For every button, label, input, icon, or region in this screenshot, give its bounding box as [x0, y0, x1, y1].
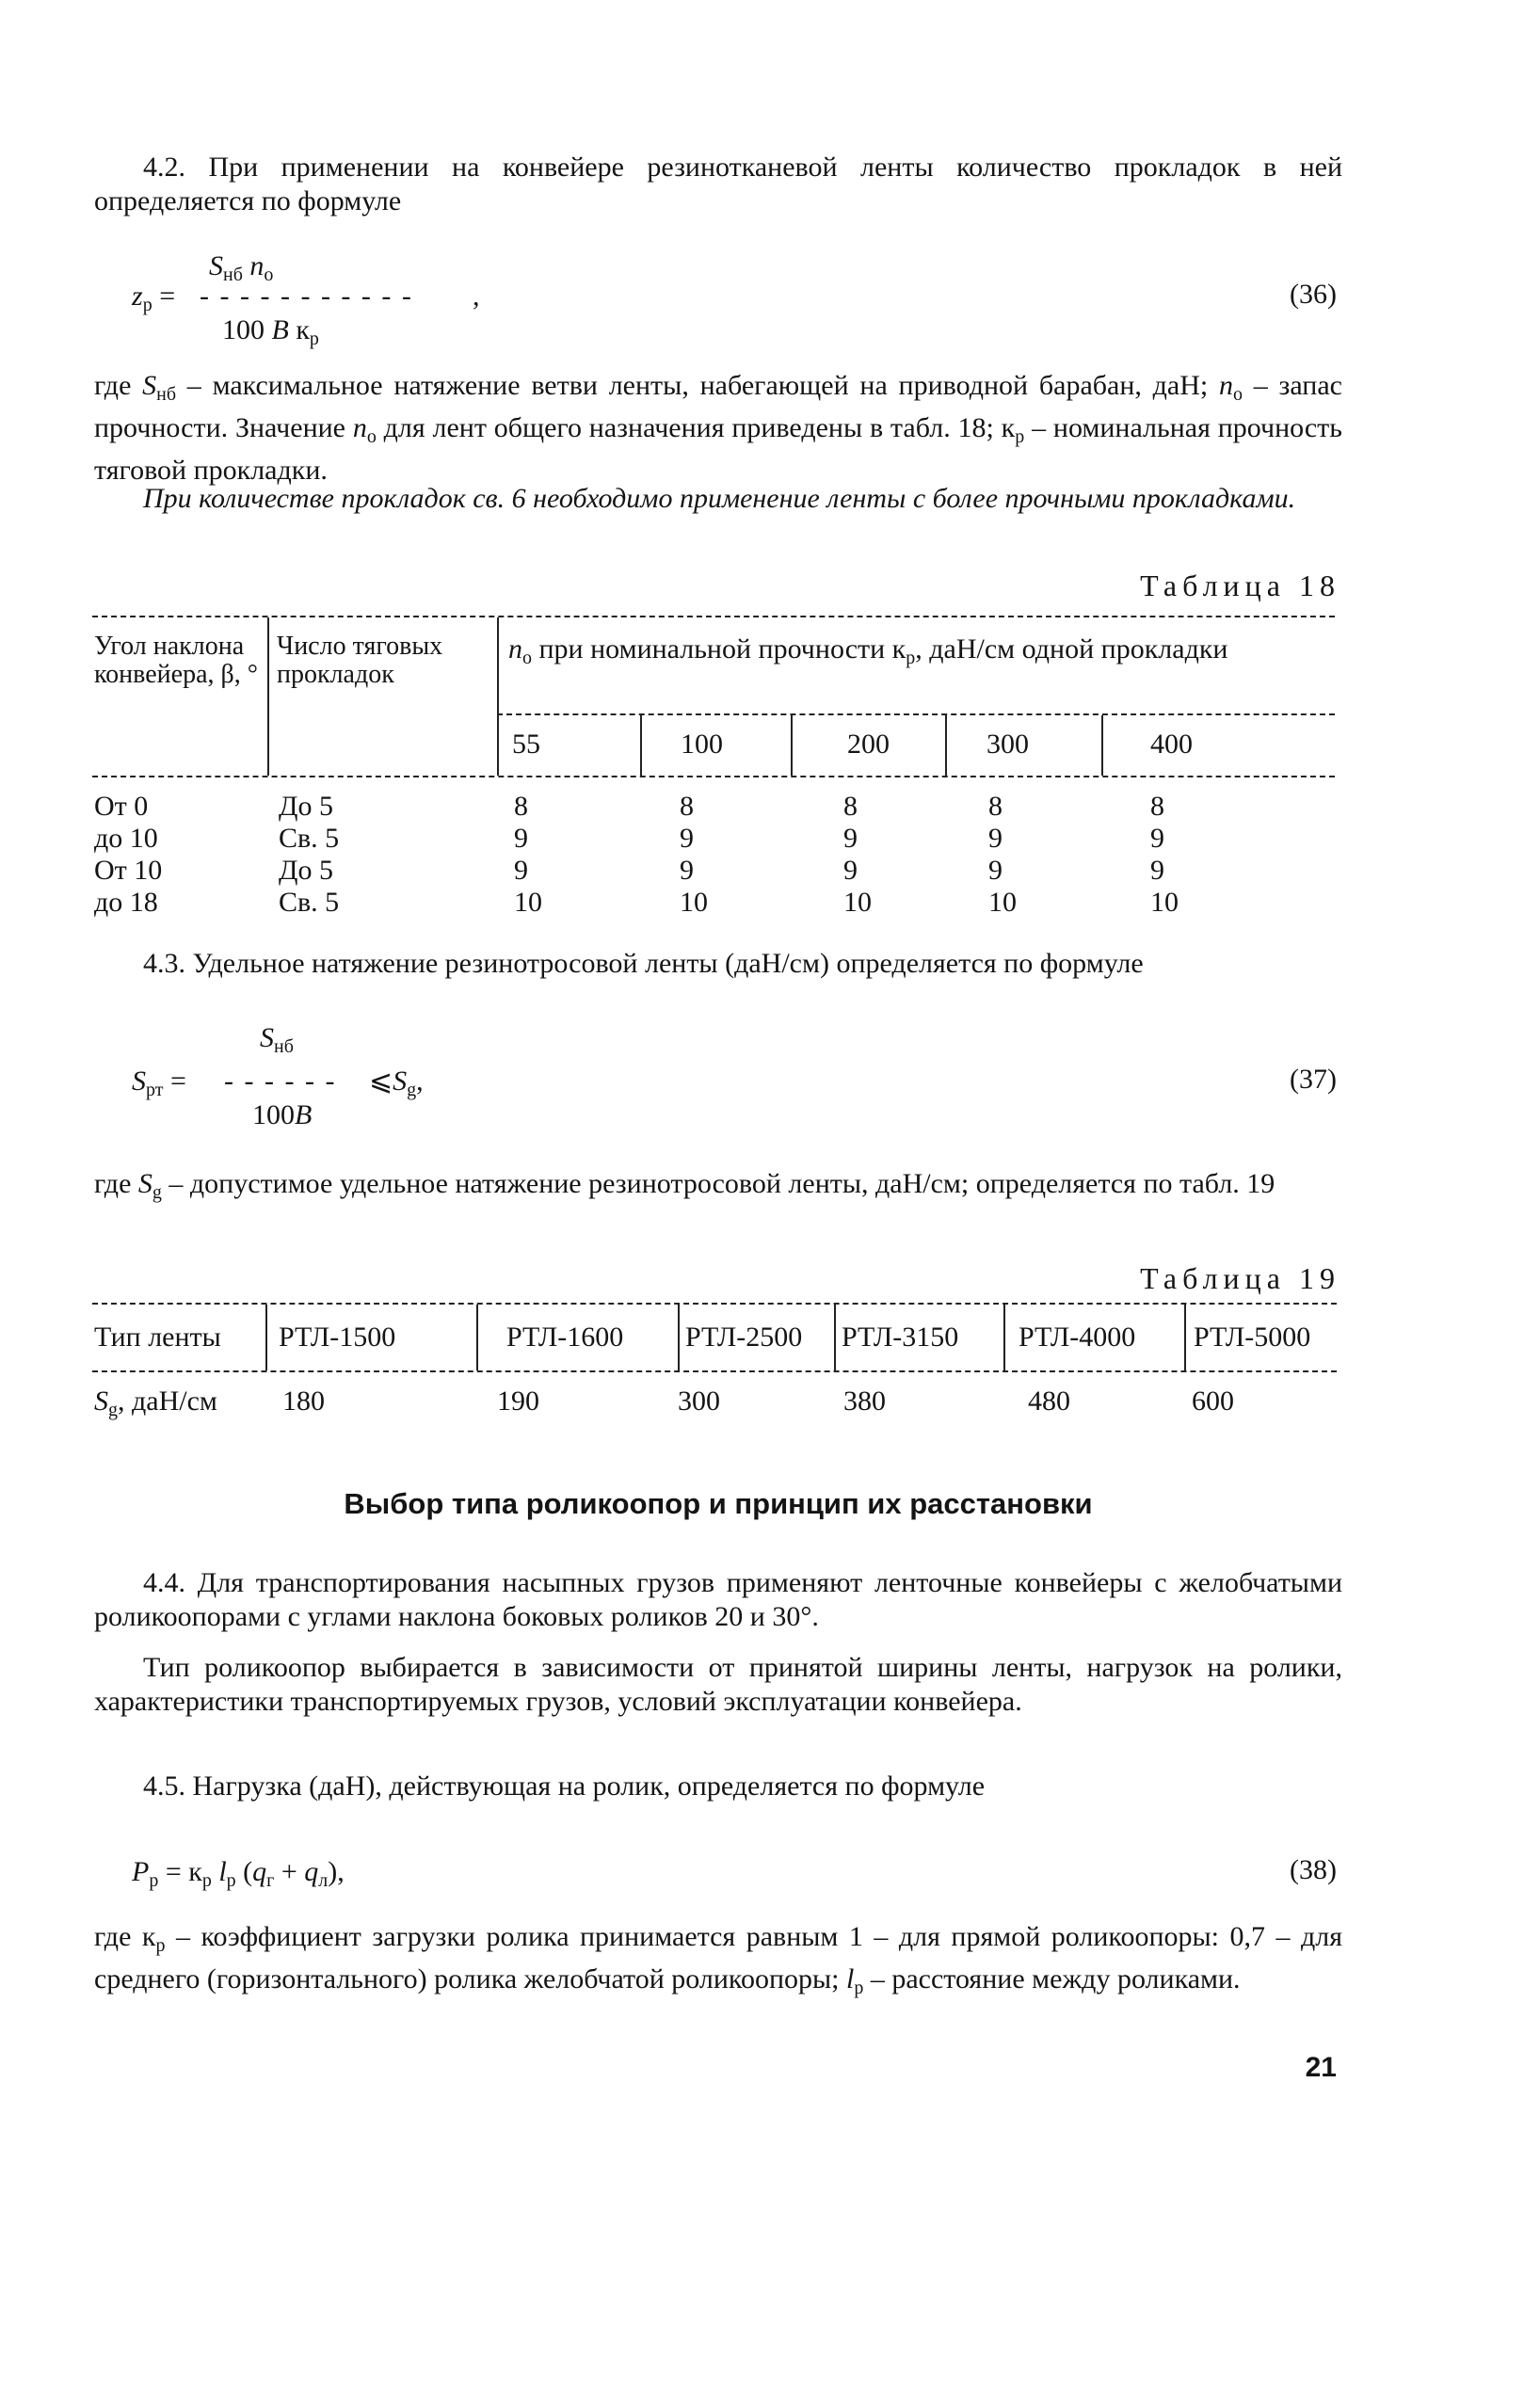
explanation-36: где $S_{нб}$ – максимальное натяжение ветви ленты, набегающей на приводной барабан, даН; $n_о$ – запас прочности. Значение $n_о$ для лент общего назначения приведены в табл. 18; $к_р$ – номинальная прочность тяговой прокладки. — [94, 370, 1342, 486]
section-heading: Выбор типа роликоопор и принцип их расстановки — [344, 1487, 1093, 1520]
formula-36 — [132, 226, 1337, 348]
formula-38 — [132, 1852, 1337, 1894]
table-18-strength-100: 100 — [681, 729, 723, 760]
formula-37-lhs: $S_{рт}$ = — [132, 1065, 186, 1100]
formula-36-eq: = — [159, 280, 176, 312]
table-19-type: РТЛ-3150 — [842, 1322, 959, 1353]
paragraph-roller-type: Тип роликоопор выбирается в зависимости от принятой ширины ленты, нагрузок на ролики, характеристики транспортируемых грузов, условий эксплуатации конвейера. — [94, 1652, 1342, 1717]
table-18-header-strength: $n_о$ при номинальной прочности $к_р$, даН/см одной прокладки — [508, 633, 1228, 668]
table-18-strength-200: 200 — [847, 729, 890, 760]
table-18-divider — [267, 617, 269, 776]
table-19-divider — [1003, 1305, 1005, 1370]
table-18-divider — [791, 715, 793, 776]
formula-37-rhs: $⩽S_g$, — [369, 1065, 424, 1100]
formula-36-s-sub: нб — [223, 264, 243, 285]
table-19-type: РТЛ-5000 — [1194, 1322, 1311, 1353]
formula-36-k-sub: р — [309, 328, 319, 349]
paragraph-4-4: 4.4. Для транспортирования насыпных грузов применяют ленточные конвейеры с желобчатыми роликоопорами с углами наклона боковых роликов 20 и 30°. — [94, 1567, 1342, 1632]
table-18-strength-400: 400 — [1150, 729, 1193, 760]
paragraph-4-3: 4.3. Удельное натяжение резинотросовой ленты (даН/см) определяется по формуле — [143, 948, 1144, 979]
formula-36-100: 100 — [222, 314, 265, 345]
table-18-caption: Таблица 18 — [1140, 569, 1340, 602]
table-19-value-label: $S_g$, даН/см — [94, 1386, 217, 1420]
formula-37-denominator: 100B — [252, 1099, 313, 1130]
formula-36-k: к — [296, 314, 310, 345]
table-18-header-angle: Угол наклона конвейера, β, ° — [94, 632, 258, 689]
formula-37 — [132, 1022, 1337, 1145]
formula-38-expression: $P_р = к_р$ $l_р$ $(q_г + q_л)$, — [132, 1856, 345, 1891]
formula-36-z: z — [132, 280, 143, 312]
formula-36-denominator — [222, 314, 319, 355]
formula-36-n-sub: о — [264, 264, 274, 285]
table-19-row-label: Тип ленты — [94, 1322, 221, 1353]
table-19-type: РТЛ-4000 — [1019, 1322, 1136, 1353]
table-18-header-plies: Число тяговых прокладок — [277, 632, 443, 689]
table-18: Угол наклона конвейера, β, ° Число тяговых прокладок $n_о$ при номинальной прочности $к_р$, даН/см одной прокладки 55 100 200 300 400 От 0 До 5 8 8 8 8 8 до 10 Св. 5 9 9 9 9 9 От 10 До 5 9 9 9 9 9 до 18 Св. 5 10 10 10 10 10 — [92, 612, 1335, 922]
note-paragraph: При количестве прокладок св. 6 необходимо применение ленты с более прочными прокладками. — [143, 483, 1296, 514]
table-19-divider — [476, 1305, 478, 1370]
table-19-divider — [265, 1305, 267, 1370]
table-19-type: РТЛ-1600 — [506, 1322, 624, 1353]
explanation-37: где $S_g$ – допустимое удельное натяжение резинотросовой ленты, даН/см; определяется по табл. 19 — [94, 1168, 1275, 1203]
table-18-header-rule — [92, 776, 1335, 777]
table-19-type: РТЛ-1500 — [279, 1322, 396, 1353]
paragraph-4-5: 4.5. Нагрузка (даН), действующая на ролик, определяется по формуле — [143, 1770, 986, 1802]
formula-36-comma: , — [473, 280, 480, 312]
table-18-top-rule — [92, 616, 1335, 617]
table-19-header-rule — [92, 1370, 1337, 1372]
table-18-divider — [497, 617, 499, 776]
formula-36-n: n — [249, 250, 265, 281]
page-number: 21 — [1305, 2052, 1337, 2083]
table-18-divider — [945, 715, 947, 776]
formula-37-fraction-bar: - - - - - - — [224, 1065, 337, 1097]
table-19-caption: Таблица 19 — [1140, 1261, 1340, 1295]
table-18-strength-55: 55 — [512, 729, 540, 760]
paragraph-4-2: 4.2. При применении на конвейере резинотканевой ленты количество прокладок в ней определяется по формуле — [94, 152, 1342, 216]
table-18-divider — [1101, 715, 1103, 776]
table-18-divider — [640, 715, 642, 776]
table-19-top-rule — [92, 1303, 1337, 1305]
formula-36-b: B — [271, 314, 289, 345]
equation-number-38: (38) — [1290, 1854, 1337, 1885]
table-18-strength-300: 300 — [987, 729, 1029, 760]
equation-number-36: (36) — [1290, 279, 1337, 310]
formula-36-z-sub: р — [142, 295, 152, 315]
formula-37-numerator: $S_{нб}$ — [260, 1022, 294, 1057]
formula-36-s: S — [209, 250, 223, 281]
table-19-divider — [834, 1305, 836, 1370]
formula-36-fraction-bar: - - - - - - - - - - - — [200, 280, 413, 312]
table-18-sub-rule — [497, 713, 1335, 715]
explanation-38: где $к_р$ – коэффициент загрузки ролика принимается равным 1 – для прямой роликоопоры: 0,7 – для среднего (горизонтального) ролика желобчатой роликоопоры; $l_р$ – расстояние между роликами. — [94, 1921, 1343, 1998]
table-19-divider — [1184, 1305, 1186, 1370]
table-19-type: РТЛ-2500 — [685, 1322, 803, 1353]
table-19: Тип ленты РТЛ-1500 РТЛ-1600 РТЛ-2500 РТЛ-3150 РТЛ-4000 РТЛ-5000 $S_g$, даН/см 180 190 300 380 480 600 — [92, 1301, 1337, 1433]
table-19-divider — [678, 1305, 680, 1370]
equation-number-37: (37) — [1290, 1064, 1337, 1095]
formula-36-lhs — [132, 280, 175, 321]
